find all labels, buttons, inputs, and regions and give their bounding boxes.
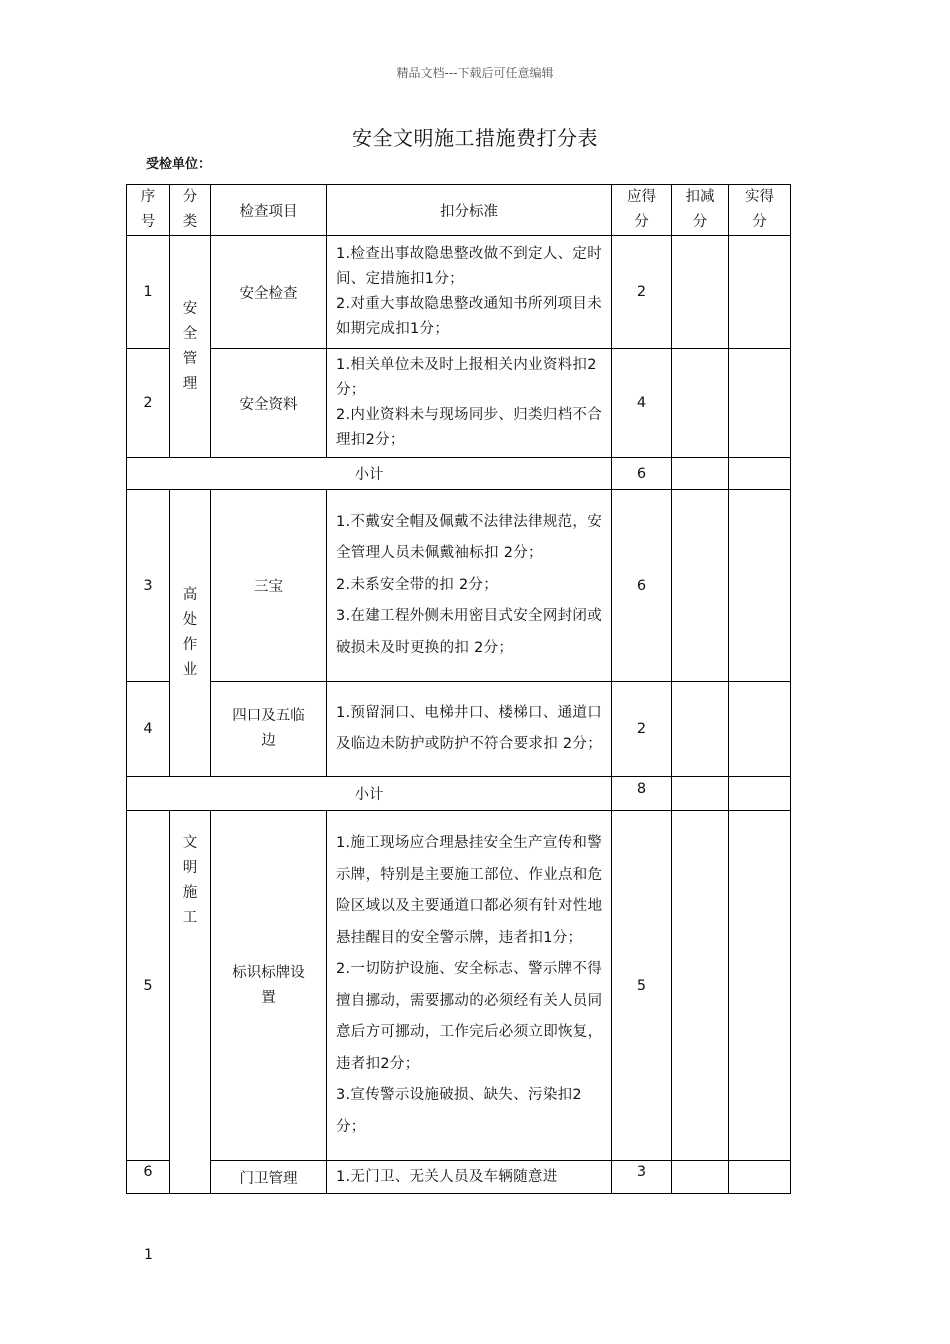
row-deduct-score[interactable] [672, 811, 729, 1161]
header-deduct-score: 扣减 分 [672, 185, 729, 236]
subtotal-actual[interactable] [729, 777, 791, 811]
subtotal-row [127, 777, 791, 811]
row-criteria: 1.预留洞口、电梯井口、楼梯口、通道口及临边未防护或防护不符合要求扣 2分； [327, 682, 612, 777]
row-due-score: 2 [612, 236, 672, 349]
header-criteria: 扣分标准 [327, 185, 612, 236]
row-criteria: 1.施工现场应合理悬挂安全生产宣传和警示牌，特别是主要施工部位、作业点和危险区域以及主要通道口都必须有针对性地悬挂醒目的安全警示牌，违者扣1分； 2.一切防护设施、安全标志、警示牌不得擅自挪动，需要挪动的必须经有关人员同意后方可挪动，工作完后必须立即恢复，违者扣2分； 3.宣传警示设施破损、缺失、污染扣2分； [327, 811, 612, 1161]
subtotal-deduct[interactable] [672, 777, 729, 811]
row-deduct-score[interactable] [672, 1161, 729, 1194]
page-title: 安全文明施工措施费打分表 [352, 126, 598, 150]
row-due-score: 5 [612, 811, 672, 1161]
row-actual-score[interactable] [729, 490, 791, 682]
scoring-table [126, 184, 791, 1194]
subtotal-deduct[interactable] [672, 458, 729, 490]
table-row [127, 490, 791, 682]
row-criteria: 1.检查出事故隐患整改做不到定人、定时间、定措施扣1分； 2.对重大事故隐患整改通知书所列项目未如期完成扣1分； [327, 236, 612, 349]
row-criteria: 1.不戴安全帽及佩戴不法律法律规范，安全管理人员未佩戴袖标扣 2分； 2.未系安全带的扣 2分； 3.在建工程外侧未用密目式安全网封闭或破损未及时更换的扣 2分； [327, 490, 612, 682]
header-seq: 序 号 [127, 185, 170, 236]
watermark: 精品文档---下载后可任意编辑 [396, 66, 554, 80]
inspected-unit-label: 受检单位： [146, 157, 212, 172]
table-row [127, 236, 791, 349]
header-actual-score: 实得 分 [729, 185, 791, 236]
category-safety-management: 安 全 管 理 [170, 236, 211, 458]
row-item: 安全资料 [211, 349, 327, 458]
header-row [127, 185, 791, 236]
header-due-score: 应得 分 [612, 185, 672, 236]
row-seq: 2 [127, 349, 170, 458]
row-item: 门卫管理 [211, 1161, 327, 1194]
row-deduct-score[interactable] [672, 236, 729, 349]
row-seq: 5 [127, 811, 170, 1161]
row-due-score: 2 [612, 682, 672, 777]
row-item: 安全检查 [211, 236, 327, 349]
row-criteria: 1.无门卫、无关人员及车辆随意进 [327, 1161, 612, 1194]
row-actual-score[interactable] [729, 682, 791, 777]
subtotal-score: 8 [612, 777, 672, 811]
row-actual-score[interactable] [729, 811, 791, 1161]
category-civilized-construction: 文 明 施 工 [170, 811, 211, 1194]
row-actual-score[interactable] [729, 236, 791, 349]
subtotal-label: 小计 [127, 458, 612, 490]
row-item: 三宝 [211, 490, 327, 682]
row-deduct-score[interactable] [672, 490, 729, 682]
row-deduct-score[interactable] [672, 682, 729, 777]
row-seq: 4 [127, 682, 170, 777]
subtotal-score: 6 [612, 458, 672, 490]
row-seq: 1 [127, 236, 170, 349]
header-category: 分 类 [170, 185, 211, 236]
table-row [127, 1161, 791, 1194]
row-item: 四口及五临 边 [211, 682, 327, 777]
row-seq: 6 [127, 1161, 170, 1194]
category-height-work: 高 处 作 业 [170, 490, 211, 777]
header-item: 检查项目 [211, 185, 327, 236]
subtotal-row [127, 458, 791, 490]
row-item: 标识标牌设 置 [211, 811, 327, 1161]
row-actual-score[interactable] [729, 349, 791, 458]
row-due-score: 6 [612, 490, 672, 682]
row-deduct-score[interactable] [672, 349, 729, 458]
row-criteria: 1.相关单位未及时上报相关内业资料扣2分； 2.内业资料未与现场同步、归类归档不合理扣2分； [327, 349, 612, 458]
row-actual-score[interactable] [729, 1161, 791, 1194]
table-row [127, 682, 791, 777]
page-number: 1 [144, 1247, 153, 1263]
subtotal-actual[interactable] [729, 458, 791, 490]
row-due-score: 4 [612, 349, 672, 458]
table-row [127, 811, 791, 1161]
row-seq: 3 [127, 490, 170, 682]
subtotal-label: 小计 [127, 777, 612, 811]
table-row [127, 349, 791, 458]
row-due-score: 3 [612, 1161, 672, 1194]
